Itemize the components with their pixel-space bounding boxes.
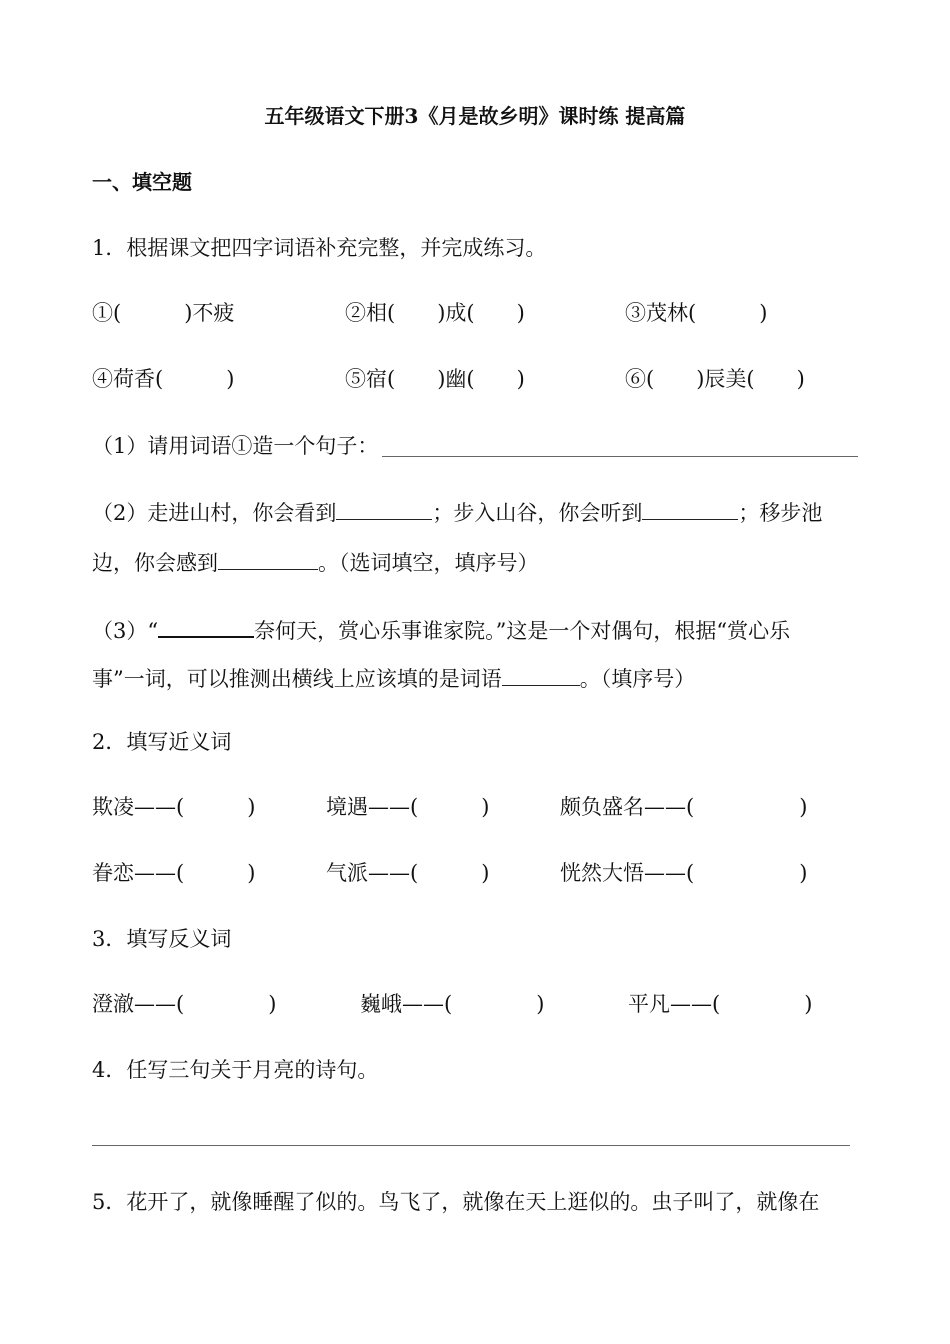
q1-sub2-text-a: （2）走进山村，你会看到 [92,501,337,525]
q1-sub3-text-c: 事”一词，可以推测出横线上应该填的是词语 [92,667,502,691]
q4-answer-line[interactable] [92,1145,850,1146]
q1-sub2-line2 [92,547,539,577]
q1-sub3-line1 [92,614,790,645]
q1-item-5: ⑤宿( )幽( ) [345,367,525,391]
q1-sub3-text-a: （3）“ [92,619,159,643]
q2-item-1: 欺凌——( ) [92,795,256,819]
q1-sub3-text-b: 奈何天，赏心乐事谁家院。”这是一个对偶句，根据“赏心乐 [254,619,791,643]
q2-item-6: 恍然大悟——( ) [560,861,808,885]
q3-item-1: 澄澈——( ) [92,992,277,1016]
question-1-stem: 1．根据课文把四字词语补充完整，并完成练习。 [92,236,547,260]
page-title: 五年级语文下册3《月是故乡明》课时练 提高篇 [264,104,686,128]
q1-item-2: ②相( )成( ) [345,301,525,325]
q1-sub2-blank-3[interactable] [218,547,318,570]
q1-sub3-blank-1[interactable] [158,614,254,638]
q1-sub2-line1 [92,497,822,527]
question-3-stem: 3．填写反义词 [92,927,232,951]
q2-item-5: 气派——( ) [326,861,490,885]
q1-item-3: ③茂林( ) [625,301,768,325]
q3-item-2: 巍峨——( ) [360,992,545,1016]
question-2-stem: 2．填写近义词 [92,730,232,754]
q1-sub3-line2 [92,663,695,693]
q1-sub2-text-c: ；移步池 [738,501,823,525]
question-4-stem: 4．任写三句关于月亮的诗句。 [92,1058,379,1082]
q1-sub3-text-d: 。（填序号） [579,667,696,691]
q1-sub2-text-d: 边，你会感到 [92,551,218,575]
q1-sub2-text-b: ；步入山谷，你会听到 [432,501,643,525]
q3-item-3: 平凡——( ) [628,992,813,1016]
q1-sub2-blank-2[interactable] [642,497,738,520]
q1-item-6: ⑥( )辰美( ) [625,367,805,391]
q1-item-1: ①( )不疲 [92,301,235,325]
q2-item-3: 颇负盛名——( ) [560,795,808,819]
q1-sub1-label: （1）请用词语①造一个句子： [92,434,379,458]
question-5-stem: 5．花开了，就像睡醒了似的。鸟飞了，就像在天上逛似的。虫子叫了，就像在 [92,1190,820,1214]
q2-item-4: 眷恋——( ) [92,861,256,885]
q1-sub2-text-e: 。（选词填空，填序号） [318,551,539,575]
q1-sub3-blank-2[interactable] [502,663,580,686]
q1-item-4: ④荷香( ) [92,367,235,391]
q1-sub1-answer-line[interactable] [382,456,858,457]
q2-item-2: 境遇——( ) [326,795,490,819]
q1-sub2-blank-1[interactable] [336,497,432,520]
section-heading: 一、填空题 [92,170,192,194]
